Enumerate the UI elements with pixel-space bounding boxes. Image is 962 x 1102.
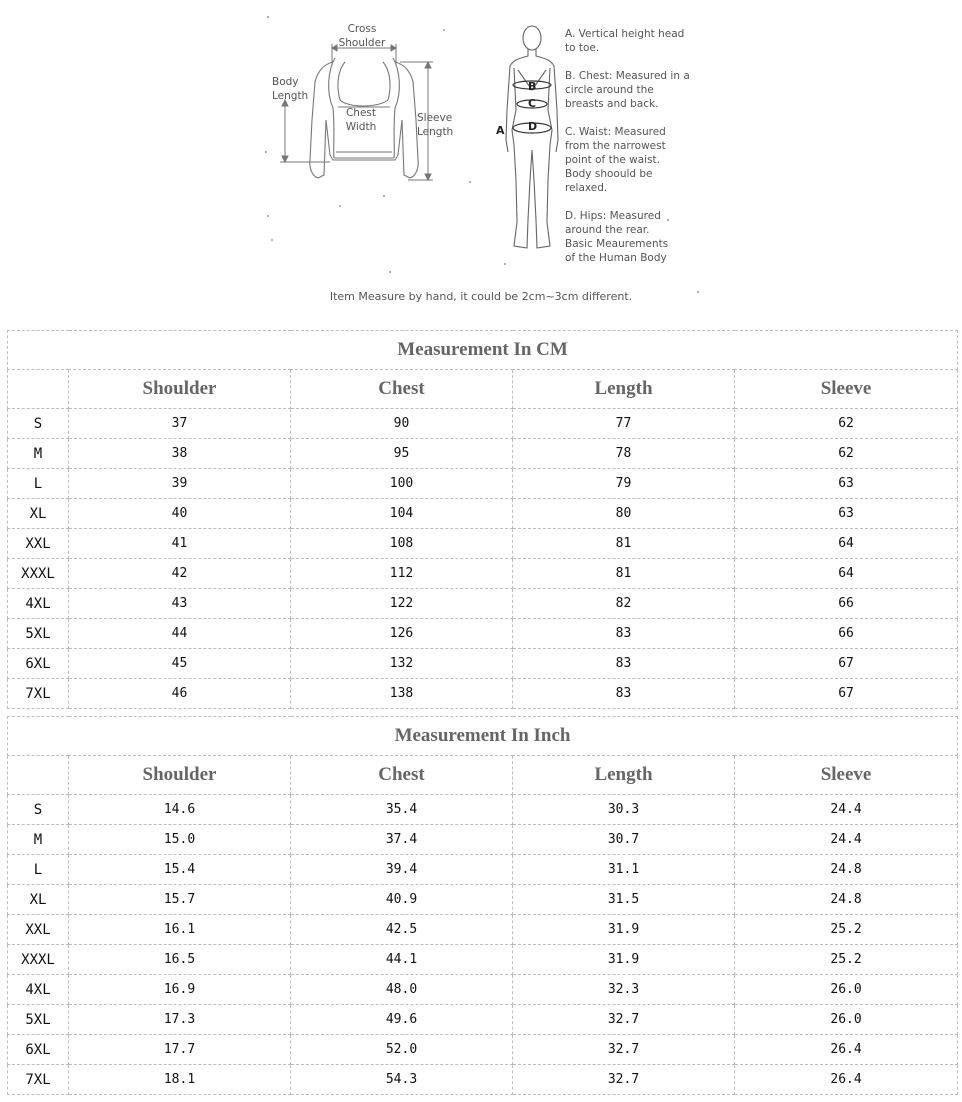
- shoulder-cell: 15.7: [69, 885, 291, 915]
- length-cell: 31.9: [513, 945, 735, 975]
- size-cell: XXL: [8, 529, 69, 559]
- shoulder-cell: 46: [69, 679, 291, 709]
- size-cell: 5XL: [8, 619, 69, 649]
- size-table-inch: [7, 716, 958, 1095]
- size-cell: 7XL: [8, 679, 69, 709]
- shoulder-cell: 43: [69, 589, 291, 619]
- size-cell: M: [8, 439, 69, 469]
- size-cell: 6XL: [8, 1035, 69, 1065]
- chest-cell: 104: [291, 499, 513, 529]
- length-cell: 30.3: [513, 795, 735, 825]
- size-cell: M: [8, 825, 69, 855]
- sleeve-cell: 62: [735, 439, 958, 469]
- table-row: [8, 825, 958, 855]
- shoulder-cell: 18.1: [69, 1065, 291, 1095]
- chest-cell: 52.0: [291, 1035, 513, 1065]
- sleeve-cell: 66: [735, 619, 958, 649]
- length-cell: 32.3: [513, 975, 735, 1005]
- sleeve-cell: 25.2: [735, 945, 958, 975]
- chest-cell: 108: [291, 529, 513, 559]
- size-cell: L: [8, 855, 69, 885]
- sleeve-cell: 26.0: [735, 1005, 958, 1035]
- measurement-diagram: [0, 0, 962, 320]
- length-cell: 31.5: [513, 885, 735, 915]
- shoulder-cell: 16.1: [69, 915, 291, 945]
- shoulder-cell: 40: [69, 499, 291, 529]
- length-cell: 77: [513, 409, 735, 439]
- sleeve-cell: 24.4: [735, 825, 958, 855]
- chest-cell: 54.3: [291, 1065, 513, 1095]
- header-shoulder: Shoulder: [69, 756, 291, 795]
- table-row: [8, 589, 958, 619]
- table-row: [8, 679, 958, 709]
- header-empty: [8, 370, 69, 409]
- chest-cell: 48.0: [291, 975, 513, 1005]
- body-length-label: Body Length: [272, 76, 309, 102]
- shoulder-cell: 45: [69, 649, 291, 679]
- length-cell: 83: [513, 619, 735, 649]
- body-figure-icon: [506, 26, 558, 248]
- header-length: Length: [513, 370, 735, 409]
- body-letter-c: C: [528, 97, 537, 110]
- length-cell: 31.1: [513, 855, 735, 885]
- shoulder-cell: 44: [69, 619, 291, 649]
- shoulder-cell: 16.9: [69, 975, 291, 1005]
- body-letter-a: A: [496, 124, 505, 137]
- sleeve-cell: 63: [735, 469, 958, 499]
- size-cell: 6XL: [8, 649, 69, 679]
- shoulder-cell: 17.3: [69, 1005, 291, 1035]
- sleeve-cell: 66: [735, 589, 958, 619]
- table-row: [8, 469, 958, 499]
- length-cell: 31.9: [513, 915, 735, 945]
- sleeve-cell: 67: [735, 649, 958, 679]
- length-cell: 32.7: [513, 1065, 735, 1095]
- length-cell: 81: [513, 559, 735, 589]
- table-row: [8, 559, 958, 589]
- sleeve-length-label: Sleeve Length: [417, 112, 454, 138]
- body-letter-d: D: [528, 120, 538, 133]
- chest-cell: 132: [291, 649, 513, 679]
- table-title: Measurement In Inch: [8, 717, 958, 756]
- size-cell: XXXL: [8, 559, 69, 589]
- length-cell: 32.7: [513, 1005, 735, 1035]
- sleeve-cell: 64: [735, 559, 958, 589]
- size-cell: 5XL: [8, 1005, 69, 1035]
- sleeve-cell: 25.2: [735, 915, 958, 945]
- header-chest: Chest: [291, 756, 513, 795]
- chest-cell: 44.1: [291, 945, 513, 975]
- length-cell: 83: [513, 649, 735, 679]
- table-row: [8, 975, 958, 1005]
- chest-cell: 90: [291, 409, 513, 439]
- shoulder-cell: 39: [69, 469, 291, 499]
- sleeve-cell: 26.4: [735, 1035, 958, 1065]
- table-row: [8, 885, 958, 915]
- chest-cell: 39.4: [291, 855, 513, 885]
- table-row: [8, 915, 958, 945]
- shoulder-cell: 16.5: [69, 945, 291, 975]
- chest-cell: 49.6: [291, 1005, 513, 1035]
- size-cell: XL: [8, 499, 69, 529]
- header-sleeve: Sleeve: [735, 370, 958, 409]
- sleeve-cell: 64: [735, 529, 958, 559]
- measure-note: Item Measure by hand, it could be 2cm~3cm different.: [329, 290, 633, 303]
- definition-c: C. Waist: Measured from the narrowest point of the waist. Body shoould be relaxed.: [565, 126, 666, 194]
- header-length: Length: [513, 756, 735, 795]
- table-row: [8, 1035, 958, 1065]
- chest-cell: 100: [291, 469, 513, 499]
- chest-width-label: Chest Width: [345, 107, 377, 133]
- chest-cell: 35.4: [291, 795, 513, 825]
- body-letter-b: B: [528, 80, 537, 93]
- sleeve-cell: 26.4: [735, 1065, 958, 1095]
- table-row: [8, 649, 958, 679]
- cross-shoulder-label: Cross Shoulder: [338, 23, 386, 49]
- chest-cell: 112: [291, 559, 513, 589]
- length-cell: 80: [513, 499, 735, 529]
- table-row: [8, 499, 958, 529]
- table-title: Measurement In CM: [8, 331, 958, 370]
- header-row: [8, 756, 958, 795]
- header-empty: [8, 756, 69, 795]
- garment-and-body-drawing: [0, 0, 962, 320]
- chest-cell: 42.5: [291, 915, 513, 945]
- sleeve-cell: 24.8: [735, 855, 958, 885]
- sleeve-cell: 24.4: [735, 795, 958, 825]
- chest-cell: 95: [291, 439, 513, 469]
- chest-cell: 40.9: [291, 885, 513, 915]
- table-row: [8, 619, 958, 649]
- chest-cell: 126: [291, 619, 513, 649]
- length-cell: 30.7: [513, 825, 735, 855]
- table-row: [8, 529, 958, 559]
- definition-b: B. Chest: Measured in a circle around the breasts and back.: [565, 70, 690, 110]
- size-cell: XXXL: [8, 945, 69, 975]
- length-cell: 78: [513, 439, 735, 469]
- chest-cell: 37.4: [291, 825, 513, 855]
- length-cell: 82: [513, 589, 735, 619]
- size-table-cm: [7, 330, 958, 709]
- shoulder-cell: 15.4: [69, 855, 291, 885]
- sleeve-cell: 24.8: [735, 885, 958, 915]
- table-row: [8, 409, 958, 439]
- table-row: [8, 1005, 958, 1035]
- header-shoulder: Shoulder: [69, 370, 291, 409]
- sleeve-cell: 67: [735, 679, 958, 709]
- header-row: [8, 370, 958, 409]
- table-row: [8, 439, 958, 469]
- shoulder-cell: 38: [69, 439, 291, 469]
- size-cell: S: [8, 409, 69, 439]
- header-sleeve: Sleeve: [735, 756, 958, 795]
- size-cell: 4XL: [8, 975, 69, 1005]
- shoulder-cell: 41: [69, 529, 291, 559]
- table-row: [8, 1065, 958, 1095]
- size-cell: 7XL: [8, 1065, 69, 1095]
- table-row: [8, 795, 958, 825]
- length-cell: 81: [513, 529, 735, 559]
- shoulder-cell: 14.6: [69, 795, 291, 825]
- table-row: [8, 945, 958, 975]
- length-cell: 32.7: [513, 1035, 735, 1065]
- table-row: [8, 855, 958, 885]
- size-cell: L: [8, 469, 69, 499]
- sleeve-cell: 26.0: [735, 975, 958, 1005]
- sleeve-cell: 62: [735, 409, 958, 439]
- length-cell: 83: [513, 679, 735, 709]
- shoulder-cell: 37: [69, 409, 291, 439]
- length-cell: 79: [513, 469, 735, 499]
- definition-d: D. Hips: Measured around the rear. Basic Meaurements of the Human Body: [565, 210, 669, 264]
- shoulder-cell: 42: [69, 559, 291, 589]
- shoulder-cell: 15.0: [69, 825, 291, 855]
- chest-cell: 122: [291, 589, 513, 619]
- header-chest: Chest: [291, 370, 513, 409]
- size-cell: 4XL: [8, 589, 69, 619]
- sleeve-cell: 63: [735, 499, 958, 529]
- definition-a: A. Vertical height head to toe.: [565, 28, 685, 54]
- chest-cell: 138: [291, 679, 513, 709]
- shoulder-cell: 17.7: [69, 1035, 291, 1065]
- size-cell: S: [8, 795, 69, 825]
- size-cell: XXL: [8, 915, 69, 945]
- size-cell: XL: [8, 885, 69, 915]
